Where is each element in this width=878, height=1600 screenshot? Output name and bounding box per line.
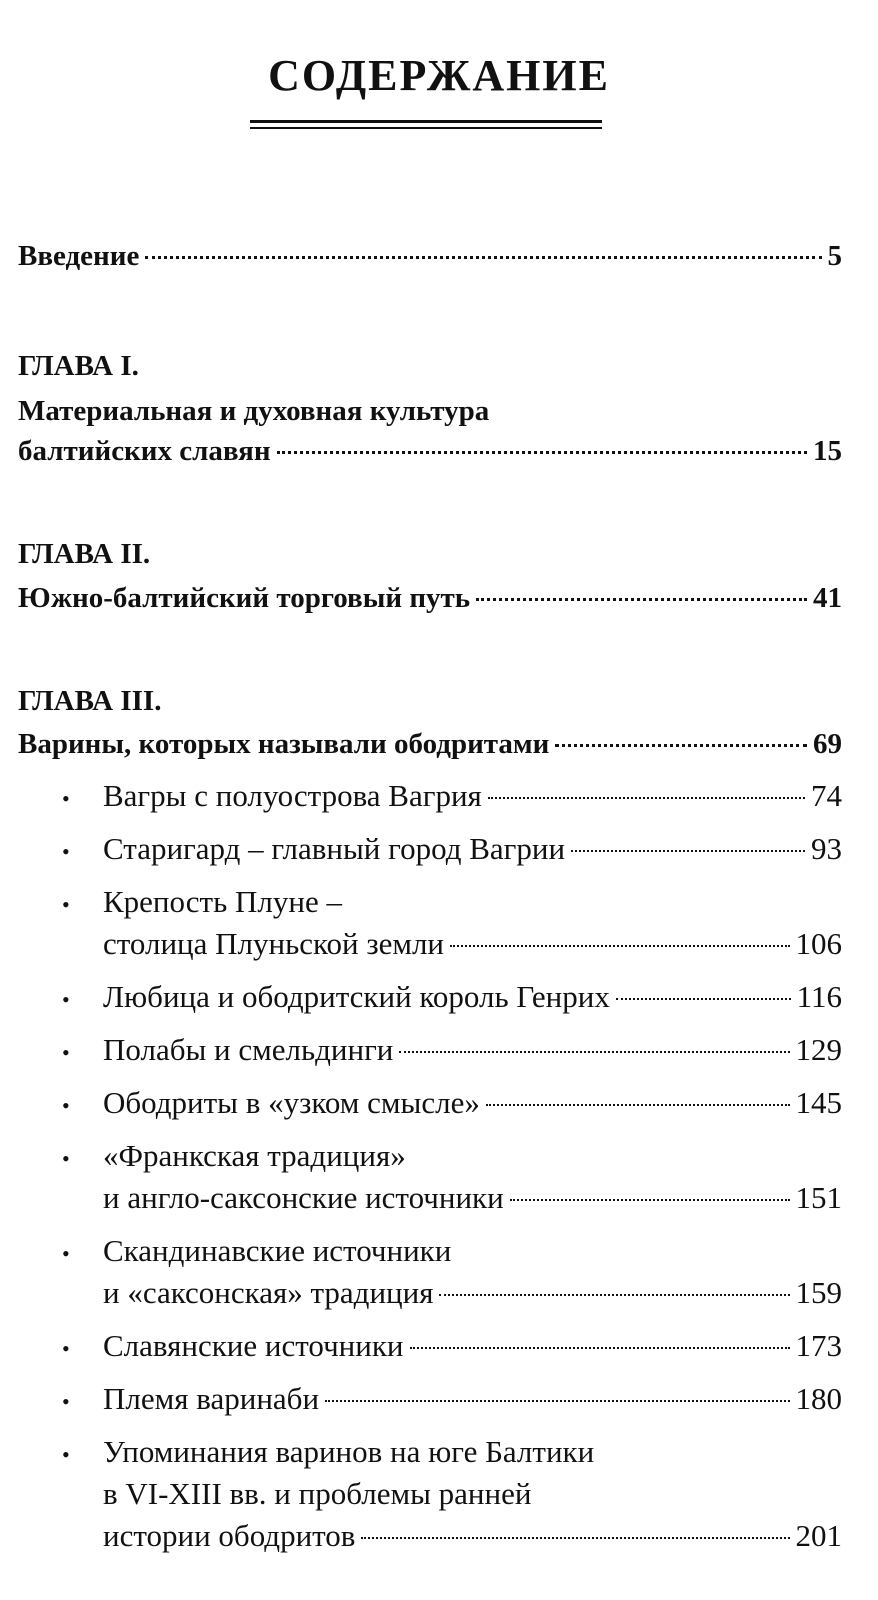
bullet-icon: • [62,1389,70,1414]
bullet-icon: • [62,1336,70,1361]
section-title-line: Упоминания варинов на юге Балтики [103,1434,595,1469]
dot-leader [510,1199,790,1201]
section-title-line: и англо-саксонские источники [103,1180,504,1215]
title-underline-thick [250,120,602,123]
section-title: Славянские источники [103,1328,404,1363]
page-number: 173 [795,1328,842,1363]
dot-leader [325,1400,789,1402]
chapter-label: ГЛАВА III. [18,685,162,717]
chapter-title-line: Южно-балтийский торговый путь [18,582,471,614]
section-title-line: в VI-XIII вв. и проблемы ранней [103,1476,532,1511]
bullet-icon: • [62,892,70,917]
toc-entry-title: Введение [18,240,140,272]
toc-entry-chapter-1[interactable] [18,435,842,468]
bullet-icon: • [62,1040,70,1065]
page-number: 93 [811,831,842,866]
dot-leader [571,850,805,852]
dot-leader [450,945,790,947]
dot-leader [277,451,807,454]
page-number: 74 [811,778,842,813]
page-number: 69 [813,728,842,760]
bullet-icon: • [62,786,70,811]
page-number: 145 [795,1085,842,1120]
dot-leader [410,1347,790,1349]
section-title-line: Крепость Плуне – [103,884,342,919]
page-number: 151 [795,1180,842,1215]
section-title: Старигард – главный город Вагрии [103,831,566,866]
section-title-line: столица Плуньской земли [103,926,444,961]
bullet-icon: • [62,839,70,864]
page-number: 201 [795,1518,842,1553]
chapter-title-line: балтийских славян [18,435,271,467]
toc-entry-section[interactable] [103,1032,842,1068]
page-number: 159 [795,1275,842,1310]
chapter-label: ГЛАВА II. [18,538,151,570]
toc-entry-section[interactable] [103,778,842,814]
section-title-line: «Франкская традиция» [103,1138,406,1173]
bullet-icon: • [62,1442,70,1467]
toc-entry-section[interactable] [103,1518,842,1554]
page-number: 106 [795,926,842,961]
page-number: 180 [795,1381,842,1416]
chapter-title-line: Материальная и духовная культура [18,395,490,427]
page-number: 41 [813,582,842,614]
toc-entry-section[interactable] [103,1180,842,1216]
section-title-line: и «саксонская» традиция [103,1275,434,1310]
dot-leader [439,1294,789,1296]
section-title: Любица и ободритский король Генрих [103,979,610,1014]
page-number: 129 [795,1032,842,1067]
page-title: СОДЕРЖАНИЕ [268,51,610,100]
chapter-title-line: Варины, которых называли ободритами [18,728,550,760]
toc-entry-section[interactable] [103,979,842,1015]
dot-leader [616,998,791,1000]
toc-entry-chapter-3[interactable] [18,728,842,761]
dot-leader [555,744,807,747]
bullet-icon: • [62,987,70,1012]
dot-leader [488,797,805,799]
page-number: 116 [796,979,842,1014]
dot-leader [476,598,807,601]
dot-leader [145,256,821,259]
bullet-icon: • [62,1241,70,1266]
dot-leader [486,1104,790,1106]
dot-leader [361,1537,789,1539]
page-number: 5 [827,240,842,272]
bullet-icon: • [62,1093,70,1118]
toc-entry-section[interactable] [103,831,842,867]
title-underline-thin [250,127,602,129]
dot-leader [399,1051,789,1053]
toc-entry-section[interactable] [103,1085,842,1121]
section-title-line: Скандинавские источники [103,1233,452,1268]
toc-entry-section[interactable] [103,926,842,962]
toc-entry-chapter-2[interactable] [18,582,842,615]
toc-entry-section[interactable] [103,1381,842,1417]
bullet-icon: • [62,1146,70,1171]
toc-entry-intro[interactable] [18,240,842,273]
section-title: Ободриты в «узком смысле» [103,1085,480,1120]
chapter-label: ГЛАВА I. [18,350,139,382]
section-title-line: истории ободритов [103,1518,356,1553]
page-number: 15 [813,435,842,467]
section-title: Полабы и смельдинги [103,1032,394,1067]
toc-entry-section[interactable] [103,1328,842,1364]
section-title: Вагры с полуострова Вагрия [103,778,482,813]
section-title: Племя варинаби [103,1381,320,1416]
toc-entry-section[interactable] [103,1275,842,1311]
